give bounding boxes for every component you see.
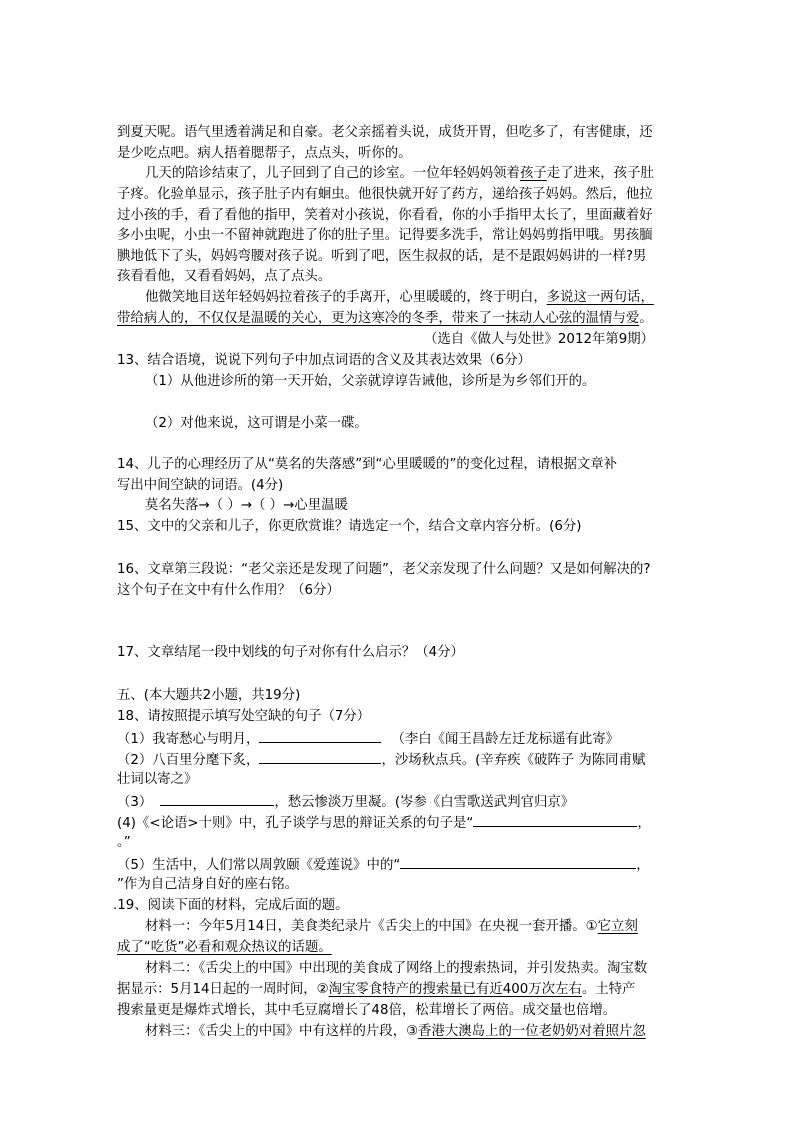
text: 。 [639, 311, 653, 326]
article-p1-line2: 是少吃点吧。病人捂着腮帮子，点点头，听你的。 [117, 146, 412, 161]
q15-title: 15、文中的父亲和儿子，你更欣赏谁？请选定一个，结合文章内容分析。(6分) [117, 519, 582, 534]
article-p2-line2: 子疼。化验单显示，孩子肚子内有蛔虫。他很快就开好了药方，递给孩子妈妈。然后，他拉 [117, 187, 653, 202]
underlined-sentence: 香港大澳岛上的一位老奶奶对着照片忽 [418, 1024, 646, 1039]
text: (4)《<论语>十则》中，孔子谈学与思的辩证关系的句子是“ [117, 816, 474, 831]
q14-chain: 莫名失落→（ ）→（ ）→心里温暖 [145, 498, 348, 513]
q18-item1 [117, 728, 619, 750]
q19-material2-line3: 搜索量更是爆炸式增长，其中毛豆腐增长了48倍，松茸增长了两倍。成交量也倍增。 [117, 1003, 617, 1018]
text: 材料一：今年5月14日，美食类纪录片《舌尖上的中国》在央视一套开播。① [145, 919, 598, 934]
article-p3-line1b [145, 288, 654, 308]
q18-item4-cont: 。” [117, 835, 131, 850]
underlined-word: 孩子 [519, 166, 547, 181]
q18-item5-cont: ”作为自己洁身自好的座右铭。 [117, 877, 299, 892]
q19-material1-line2 [117, 938, 332, 958]
q18-item4 [117, 812, 651, 834]
text: （李白《闻王昌龄左迁龙标遥有此寄》 [391, 732, 620, 747]
q13-title: 13、结合语境，说说下列句子中加点词语的含义及其表达效果（6分） [117, 353, 531, 368]
q19-title: .19、阅读下面的材料，完成后面的题。 [113, 898, 349, 913]
article-p1-line1: 到夏天呢。语气里透着满足和自豪。老父亲摇着头说，成货开胃，但吃多了，有害健康，还 [117, 125, 653, 140]
q16-title-line2: 这个句子在文中有什么作用？（6分） [117, 583, 340, 598]
answer-blank[interactable] [160, 791, 274, 806]
text: ，沙场秋点兵。(辛弃疾《破阵子 为陈同甫赋 [381, 753, 646, 768]
underlined-sentence: 成了“吃货”必看和观众热议的话题。 [117, 940, 332, 955]
text: 走了进来，孩子肚 [546, 166, 654, 181]
q19-material1-line1 [145, 917, 638, 937]
answer-blank[interactable] [259, 728, 381, 743]
q18-item2 [117, 749, 645, 771]
text: （1）我寄愁心与明月， [117, 732, 260, 747]
section5-heading: 五、(本大题共2小题，共19分) [117, 688, 301, 703]
article-source: （选自《做人与处世》2012年第9期） [424, 332, 655, 347]
q13-sentence2: （2）对他来说，这可谓是小菜一碟。 [145, 416, 368, 431]
answer-blank[interactable] [259, 749, 381, 764]
q18-item2-cont: 壮词以寄之》 [117, 772, 198, 787]
underlined-sentence: 它立刻 [597, 919, 638, 934]
text: （5）生活中，人们常以周敦颐《爱莲说》中的“ [117, 858, 401, 873]
underlined-sentence: 多说这一两句话， [546, 290, 654, 305]
article-p2-line5: 腆地低下了头，妈妈弯腰对孩子说。听到了吧，医生叔叔的话，是不是跟妈妈讲的一样?男 [117, 249, 647, 264]
q18-title: 18、请按照提示填写处空缺的句子（7分） [117, 709, 371, 724]
article-p2-line1 [145, 164, 654, 184]
q18-item3 [117, 791, 574, 813]
article-p2-line4: 多小虫呢，小虫一不留神就跑进了你的肚子里。记得要多洗手，常让妈妈剪指甲哦。男孩腼 [117, 228, 653, 243]
underlined-sentence: 带给病人的，不仅仅是温暖的关心，更为这寒冷的冬季，带来了一抹动人心弦的温情与爱 [117, 311, 640, 326]
underlined-sentence: 淘宝零食特产的搜索量已有近400万次左右 [328, 982, 582, 997]
q19-material3-line1 [145, 1022, 646, 1042]
q16-title-line1: 16、文章第三段说：“老父亲还是发现了问题”，老父亲发现了什么问题？又是如何解决的? [117, 562, 651, 577]
article-p3-line2 [117, 309, 653, 329]
text: ， [637, 816, 651, 831]
q19-material2-line1: 材料二：《舌尖上的中国》中出现的美食成了网络上的搜索热词，并引发热卖。淘宝数 [145, 961, 648, 976]
text: 他微笑地目送年轻妈妈拉着孩子的手离开，心里暖暖的，终于明白， [145, 290, 547, 305]
q13-sentence1: （1）从他进诊所的第一天开始，父亲就谆谆告诫他，诊所是为乡邻们开的。 [145, 374, 596, 389]
text: （2）八百里分麾下炙， [117, 753, 260, 768]
text: （3） [117, 795, 153, 810]
article-p2-line6: 孩看看他，又看看妈妈，点了点头。 [117, 269, 332, 284]
answer-blank[interactable] [400, 854, 636, 869]
q17-title: 17、文章结尾一段中划线的句子对你有什么启示？（4分） [117, 645, 464, 660]
text: 。土特产 [581, 982, 636, 997]
text: ， [636, 858, 650, 873]
text: ，愁云惨淡万里凝。(岑参《白雪歌送武判官归京》 [274, 795, 575, 810]
q18-item5 [117, 854, 650, 876]
text: 据显示：5月14日起的一周时间，② [117, 982, 329, 997]
article-p2-line3: 过小孩的手，看了看他的指甲，笑着对小孩说，你看看，你的小手指甲太长了，里面藏着好 [117, 208, 653, 223]
q19-material2-line2 [117, 980, 635, 1000]
text: 材料三：《舌尖上的中国》中有这样的片段，③ [145, 1024, 419, 1039]
answer-blank[interactable] [473, 812, 637, 827]
q14-title-line2: 写出中间空缺的词语。(4分) [117, 478, 284, 493]
q14-title-line1: 14、儿子的心理经历了从“莫名的失落感”到“心里暖暖的”的变化过程，请根据文章补 [117, 457, 618, 472]
text: 几天的陪诊结束了，儿子回到了自己的诊室。一位年轻妈妈领着 [145, 166, 520, 181]
